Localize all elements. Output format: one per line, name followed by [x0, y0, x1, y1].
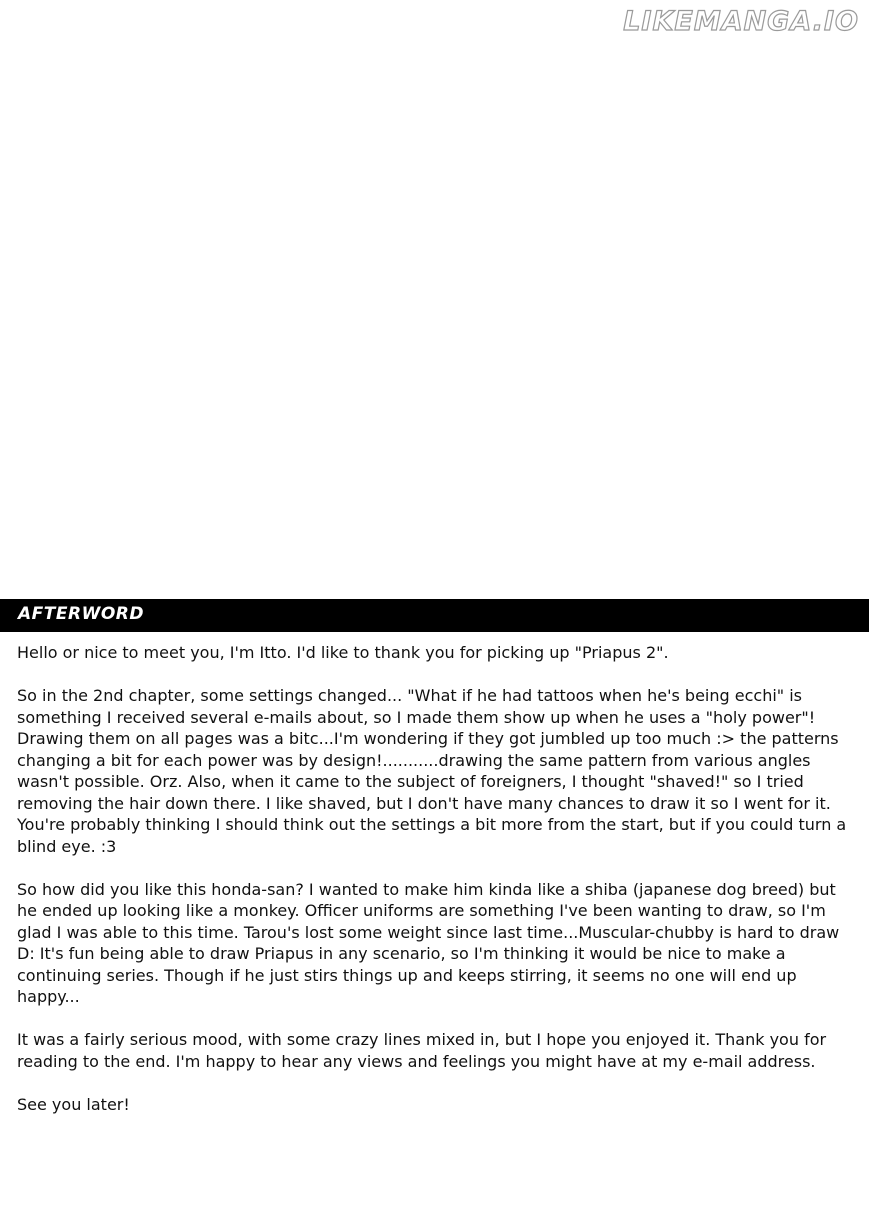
afterword-title: AFTERWORD	[18, 604, 144, 624]
paragraph-greeting: Hello or nice to meet you, I'm Itto. I'd like to thank you for picking up "Priapus 2".	[17, 643, 669, 662]
paragraph-settings: So in the 2nd chapter, some settings changed... "What if he had tattoos when he's being ecchi" is something I received several e-mails about, so I made them show up when he uses a "holy power"! Drawing them on all pages was a bitc...I'm wondering if they got jumbled up too much :> the patterns changing a bit for each power was by design!...........drawing the same pattern from various angles wasn't possible. Orz. Also, when it came to the subject of foreigners, I thought "shaved!" so I tried removing the hair down there. I like shaved, but I don't have many chances to draw it so I went for it. You're probably thinking I should think out the settings a bit more from the start, but if you could turn a blind eye. :3	[17, 686, 847, 856]
paragraph-honda-san: So how did you like this honda-san? I wanted to make him kinda like a shiba (japanese dog breed) but he ended up looking like a monkey. Officer uniforms are something I've been wanting to draw, so I'm glad I was able to this time. Tarou's lost some weight since last time...Muscular-chubby is hard to draw D: It's fun being able to draw Priapus in any scenario, so I'm thinking it would be nice to make a continuing series. Though if he just stirs things up and keeps stirring, it seems no one will end up happy...	[17, 879, 840, 1006]
afterword-header-bar	[0, 599, 869, 632]
watermark-logo: LIKEMANGA.IO	[623, 6, 859, 37]
paragraph-thanks: It was a fairly serious mood, with some crazy lines mixed in, but I hope you enjoyed it. Thank you for reading to the end. I'm happy to hear any views and feelings you might have at my e-mail address.	[17, 1030, 827, 1071]
afterword-body	[17, 642, 857, 1137]
paragraph-signoff: See you later!	[17, 1094, 130, 1114]
